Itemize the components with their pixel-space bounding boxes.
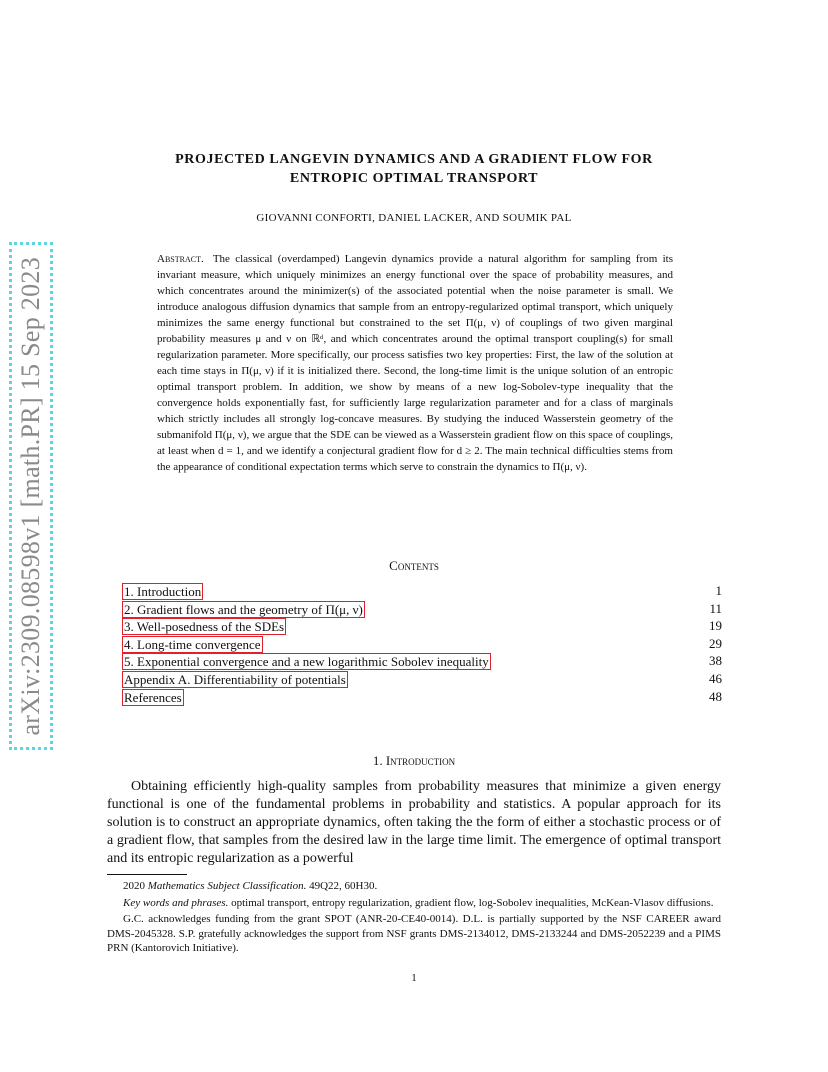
- toc-link-well-posedness[interactable]: 3. Well-posedness of the SDEs: [124, 619, 285, 635]
- toc-row: [122, 601, 722, 619]
- section-title: Introduction: [385, 753, 456, 768]
- authors: GIOVANNI CONFORTI, DANIEL LACKER, AND SOUMIK PAL: [256, 212, 572, 224]
- intro-paragraph: Obtaining efficiently high-quality samples from probability measures that minimize a given energy functional is one of the fundamental problems in probability and statistics. A popular approach for its solution is to construct an appropriate dynamics, often taking the the form of either a stochastic process or of a gradient flow, that samples from the desired law in the large time limit. The emergence of optimal transport and its entropic regularization as a powerful: [107, 779, 721, 866]
- toc-row: [122, 636, 722, 654]
- msc-prefix: 2020: [123, 880, 145, 892]
- table-of-contents: [122, 583, 722, 706]
- toc-link-long-time-convergence[interactable]: 4. Long-time convergence: [124, 636, 261, 652]
- toc-page: 46: [709, 670, 722, 686]
- footnote-rule: [107, 874, 187, 875]
- footnote-msc: [107, 879, 721, 894]
- toc-row: [122, 671, 722, 689]
- title-line-2: ENTROPIC OPTIMAL TRANSPORT: [289, 171, 539, 186]
- msc-text: 49Q22, 60H30.: [309, 880, 378, 892]
- keywords-text: optimal transport, entropy regularization, gradient flow, log-Sobolev inequalities, McKean-Vlasov diffusions.: [231, 896, 714, 909]
- footnote-keywords: [107, 896, 721, 911]
- toc-link-introduction[interactable]: 1. Introduction: [124, 584, 202, 599]
- arxiv-stamp: [9, 242, 53, 750]
- abstract-text: The classical (overdamped) Langevin dynamics provide a natural algorithm for sampling from its invariant measure, which uniquely minimizes an energy functional over the space of probability measures, and which concentrates around the minimizer(s) of the associated potential when the noise parameter is small. We introduce analogous diffusion dynamics that sample from an entropy-regularized optimal transport, which uniquely minimizes the same energy functional but constrained to the set Π(μ, ν) of couplings of two given marginal probability measures μ and ν on ℝᵈ, and which concentrates around the optimal transport coupling(s) for small regularization parameter. More specifically, our process satisfies two key properties: First, the law of the solution at each time stays in Π(μ, ν) if it is initialized there. Second, the long-time limit is the unique solution of an entropic optimal transport problem. In addition, we show by means of a new log-Sobolev-type inequality that the convergence holds exponentially fast, for sufficiently large regularization parameter and for a class of marginals which strictly includes all strongly log-concave measures. By studying the induced Wasserstein geometry of the submanifold Π(μ, ν), we argue that the SDE can be viewed as a Wasserstein gradient flow on this space of couplings, at least when d = 1, and we identify a conjectural gradient flow for d ≥ 2. The main technical difficulties stems from the appearance of conditional expectation terms which serve to constrain the dynamics to Π(μ, ν).: [157, 253, 673, 473]
- toc-row: [122, 583, 722, 601]
- toc-link-appendix-a[interactable]: Appendix A. Differentiability of potentials: [124, 671, 346, 687]
- toc-row: [122, 689, 722, 707]
- msc-label: Mathematics Subject Classification.: [147, 880, 307, 892]
- toc-page: 19: [709, 618, 722, 634]
- contents-heading: Contents: [389, 558, 439, 573]
- toc-page: 11: [709, 600, 722, 616]
- footnote-funding: G.C. acknowledges funding from the grant SPOT (ANR-20-CE40-0014). D.L. is partially supported by the NSF CAREER award DMS-2045328. S.P. gratefully acknowledges the support from NSF grants DMS-2134012, DMS-2133244 and DMS-2052239 and a PIMS PRN (Kantorovich Initiative).: [107, 913, 721, 954]
- toc-page: 38: [709, 653, 722, 669]
- toc-row: [122, 653, 722, 671]
- keywords-label: Key words and phrases.: [123, 896, 229, 909]
- abstract: [157, 251, 673, 475]
- section-number: 1.: [372, 753, 383, 768]
- paper-title: [100, 150, 728, 188]
- toc-page: 48: [709, 688, 722, 704]
- abstract-label: Abstract.: [157, 253, 204, 265]
- toc-link-references[interactable]: References: [124, 689, 182, 705]
- title-line-1: PROJECTED LANGEVIN DYNAMICS AND A GRADIENT FLOW FOR: [175, 152, 653, 167]
- toc-link-gradient-flows[interactable]: 2. Gradient flows and the geometry of Π(μ, ν): [124, 601, 363, 617]
- page-number: 1: [411, 972, 417, 984]
- toc-page: 1: [715, 583, 722, 598]
- arxiv-id: arXiv:2309.08598v1 [math.PR] 15 Sep 2023: [16, 256, 45, 736]
- toc-link-exponential-convergence[interactable]: 5. Exponential convergence and a new logarithmic Sobolev inequality: [124, 654, 489, 670]
- toc-page: 29: [709, 635, 722, 651]
- footnotes: [107, 879, 721, 958]
- section-heading-introduction: [100, 753, 728, 769]
- toc-row: [122, 618, 722, 636]
